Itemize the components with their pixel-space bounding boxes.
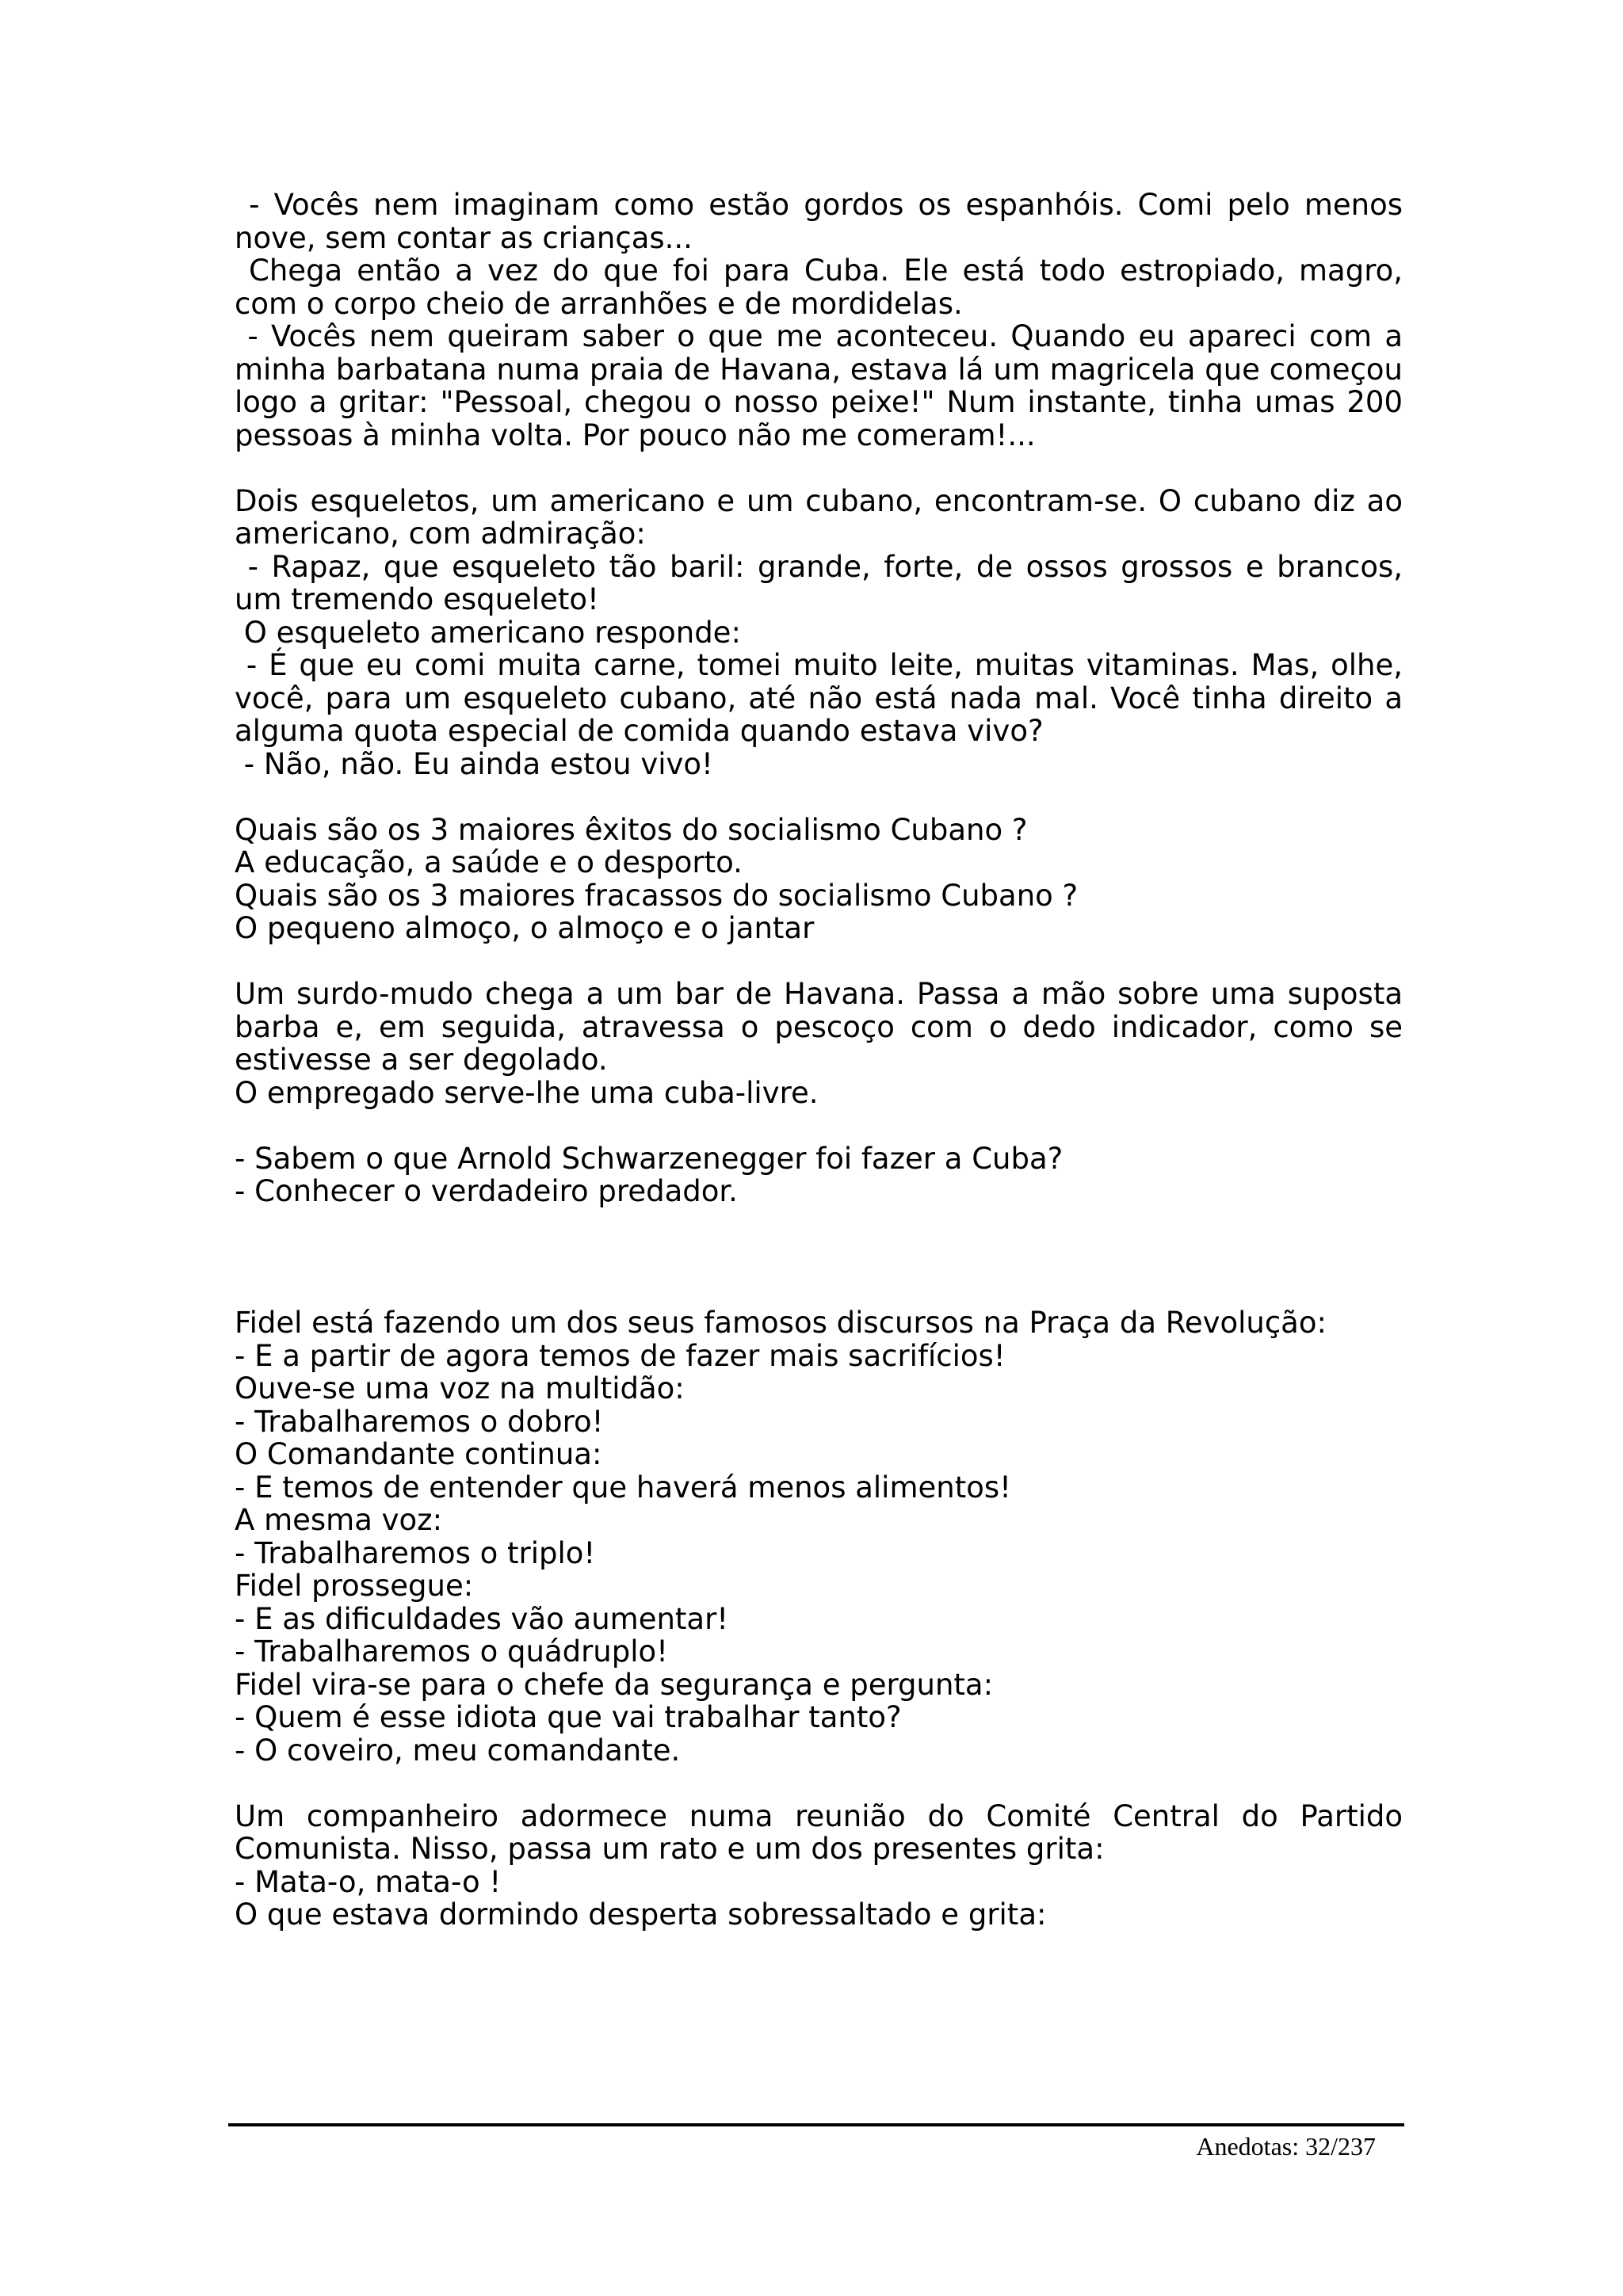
text-line: - E as dificuldades vão aumentar! xyxy=(235,1601,729,1636)
text-line: - Trabalharemos o quádruplo! xyxy=(235,1634,668,1669)
text-line: - Rapaz, que esqueleto tão baril: grande, forte, de ossos grossos e brancos, um tremendo esqueleto! xyxy=(235,549,1412,616)
text-line: Dois esqueletos, um americano e um cubano, encontram-se. O cubano diz ao americano, com admiração: xyxy=(235,483,1412,551)
paragraph-anecdote-sharks xyxy=(235,188,1412,452)
text-line: O pequeno almoço, o almoço e o jantar xyxy=(235,911,815,945)
text-line: Quais são os 3 maiores fracassos do socialismo Cubano ? xyxy=(235,878,1079,913)
text-line: - Trabalharemos o dobro! xyxy=(235,1404,604,1439)
text-line: A educação, a saúde e o desporto. xyxy=(235,845,743,879)
text-line: - É que eu comi muita carne, tomei muito leite, muitas vitaminas. Mas, olhe, você, para um esqueleto cubano, até não está nada mal. Você tinha direito a alguma quota especial de comida quando estava vivo? xyxy=(235,648,1412,748)
text-line: A mesma voz: xyxy=(235,1503,443,1537)
text-line: O esqueleto americano responde: xyxy=(235,615,741,650)
text-line: - Mata-o, mata-o ! xyxy=(235,1864,502,1899)
footer-divider xyxy=(228,2123,1404,2126)
text-line: - Trabalharemos o triplo! xyxy=(235,1535,596,1570)
text-line: Um companheiro adormece numa reunião do Comité Central do Partido Comunista. Nisso, passa um rato e um dos presentes grita: xyxy=(235,1798,1412,1866)
paragraph-anecdote-rat xyxy=(235,1798,1412,1932)
text-line: - E a partir de agora temos de fazer mais sacrifícios! xyxy=(235,1338,1006,1373)
paragraph-anecdote-predator xyxy=(235,1142,1403,1208)
text-line: - Vocês nem imaginam como estão gordos os espanhóis. Comi pelo menos nove, sem contar as crianças... xyxy=(235,188,1412,255)
text-line: O Comandante continua: xyxy=(235,1437,602,1471)
footer-page-label: Anedotas: 32/237 xyxy=(1196,2132,1376,2161)
paragraph-anecdote-fidel-speech xyxy=(235,1306,1403,1767)
paragraph-anecdote-deaf-mute xyxy=(235,977,1412,1110)
page-body xyxy=(235,188,1412,1964)
paragraph-anecdote-socialism xyxy=(235,814,1403,945)
text-line: O empregado serve-lhe uma cuba-livre. xyxy=(235,1075,819,1110)
text-line: Chega então a vez do que foi para Cuba. Ele está todo estropiado, magro, com o corpo cheio de arranhões e de mordidelas. xyxy=(235,254,1412,321)
text-line: - Não, não. Eu ainda estou vivo! xyxy=(235,746,713,781)
text-line: - E temos de entender que haverá menos alimentos! xyxy=(235,1470,1011,1505)
paragraph-anecdote-skeletons xyxy=(235,483,1412,781)
text-line: Fidel está fazendo um dos seus famosos discursos na Praça da Revolução: xyxy=(235,1306,1327,1340)
text-line: Fidel prossegue: xyxy=(235,1569,474,1603)
text-line: - Quem é esse idiota que vai trabalhar tanto? xyxy=(235,1700,902,1734)
text-line: - Conhecer o verdadeiro predador. xyxy=(235,1174,738,1208)
text-line: - Sabem o que Arnold Schwarzenegger foi fazer a Cuba? xyxy=(235,1141,1064,1176)
text-line: - O coveiro, meu comandante. xyxy=(235,1733,681,1768)
text-line: Um surdo-mudo chega a um bar de Havana. Passa a mão sobre uma suposta barba e, em seguida, atravessa o pescoço com o dedo indicador, como se estivesse a ser degolado. xyxy=(235,977,1412,1077)
text-line: Fidel vira-se para o chefe da segurança e pergunta: xyxy=(235,1667,994,1702)
text-line: - Vocês nem queiram saber o que me aconteceu. Quando eu apareci com a minha barbatana numa praia de Havana, estava lá um magricela que começou logo a gritar: "Pessoal, chegou o nosso peixe!" Num instante, tinha umas 200 pessoas à minha volta. Por pouco não me comeram!... xyxy=(235,319,1412,452)
text-line: O que estava dormindo desperta sobressaltado e grita: xyxy=(235,1897,1047,1932)
text-line: Quais são os 3 maiores êxitos do socialismo Cubano ? xyxy=(235,812,1028,847)
text-line: Ouve-se uma voz na multidão: xyxy=(235,1371,685,1405)
